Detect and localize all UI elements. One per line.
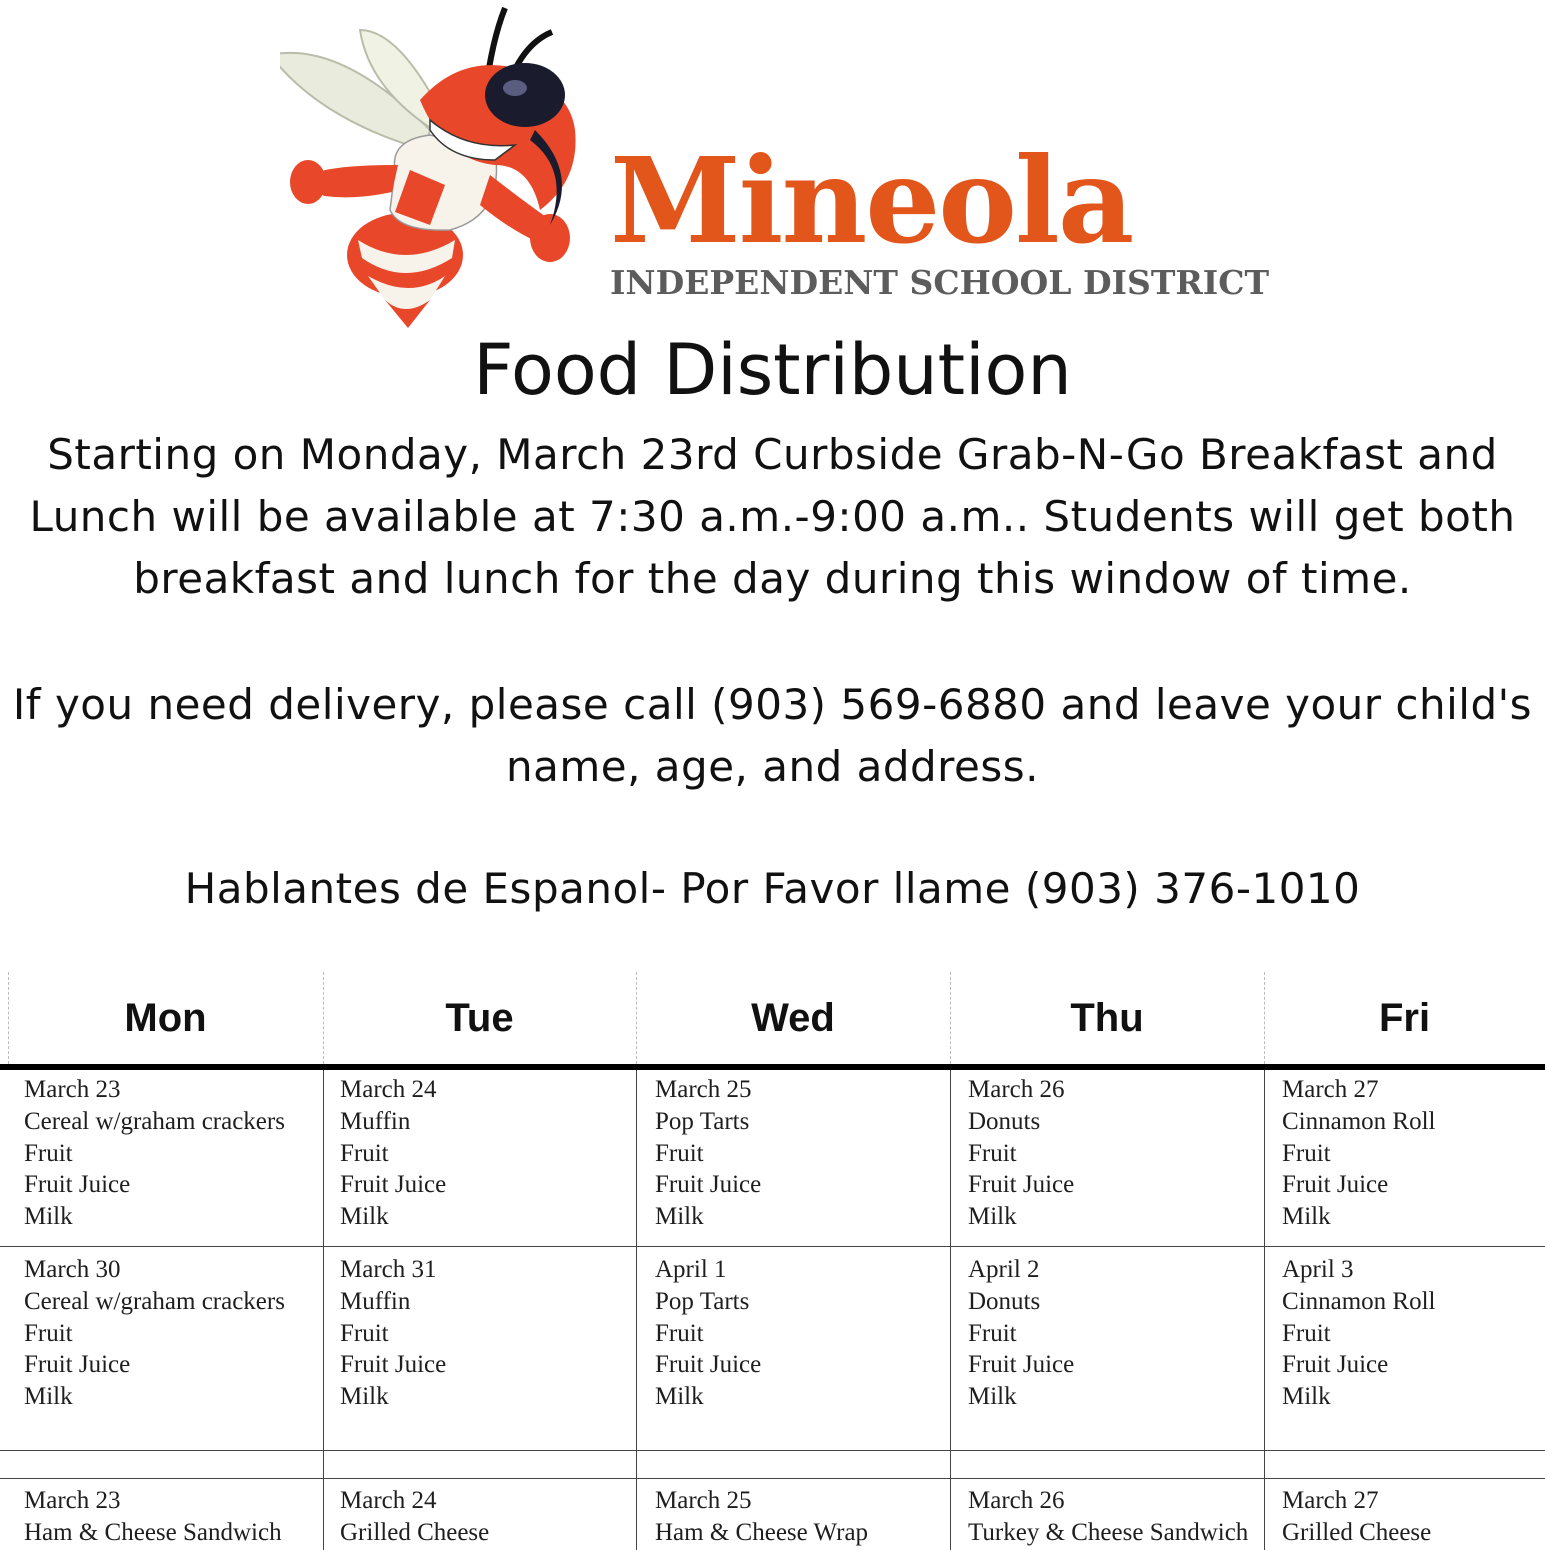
menu-item: March 24 xyxy=(340,1076,437,1103)
column-divider xyxy=(636,1070,637,1550)
menu-item: March 26 xyxy=(968,1487,1065,1514)
menu-item: March 25 xyxy=(655,1487,752,1514)
delivery-paragraph xyxy=(0,674,1545,798)
menu-item: Fruit Juice xyxy=(24,1171,131,1199)
menu-item: Fruit Juice xyxy=(968,1351,1075,1379)
paragraph-line: Hablantes de Espanol- Por Favor llame (903) 376-1010 xyxy=(184,864,1361,913)
breakfast-week1-cell-wed xyxy=(655,1074,761,1233)
menu-item: Fruit xyxy=(968,1319,1017,1347)
menu-item: Fruit xyxy=(340,1319,389,1347)
menu-item: Fruit xyxy=(1282,1139,1331,1167)
menu-item: March 30 xyxy=(24,1256,121,1283)
paragraph-line: name, age, and address. xyxy=(506,742,1039,791)
breakfast-week2-cell-wed xyxy=(655,1254,761,1413)
header-column-divider xyxy=(323,972,324,1064)
menu-item: Fruit xyxy=(24,1139,73,1167)
menu-item: Milk xyxy=(340,1383,389,1411)
menu-item: Fruit Juice xyxy=(340,1351,447,1379)
menu-item: Milk xyxy=(1282,1383,1331,1411)
row-divider xyxy=(0,1478,1545,1479)
menu-item: Ham & Cheese Wrap xyxy=(655,1518,869,1546)
row-divider xyxy=(0,1246,1545,1247)
menu-item: Donuts xyxy=(968,1107,1041,1135)
menu-item: Fruit xyxy=(655,1319,704,1347)
menu-item: Fruit xyxy=(24,1319,73,1347)
lunch-week1-cell-tue xyxy=(340,1485,489,1549)
header-column-divider xyxy=(1264,972,1265,1064)
column-divider xyxy=(1264,1070,1265,1550)
column-divider xyxy=(323,1070,324,1550)
header-column-divider xyxy=(8,972,9,1064)
pickup-paragraph xyxy=(0,424,1545,610)
menu-item: Fruit Juice xyxy=(340,1171,447,1199)
menu-item: Fruit xyxy=(655,1139,704,1167)
breakfast-week2-cell-fri xyxy=(1282,1254,1435,1413)
hornet-mascot-icon xyxy=(280,0,620,330)
menu-item: Milk xyxy=(1282,1203,1331,1231)
menu-item: Fruit Juice xyxy=(655,1351,762,1379)
paragraph-line: If you need delivery, please call (903) 569-6880 and leave your child's xyxy=(12,680,1533,729)
menu-item: Fruit Juice xyxy=(968,1171,1075,1199)
breakfast-week1-cell-fri xyxy=(1282,1074,1435,1233)
menu-item: March 27 xyxy=(1282,1076,1379,1103)
menu-item: Cereal w/graham crackers xyxy=(24,1287,285,1315)
menu-item: Cereal w/graham crackers xyxy=(24,1107,285,1135)
menu-item: Cinnamon Roll xyxy=(1282,1107,1436,1135)
row-divider xyxy=(0,1450,1545,1451)
district-logo xyxy=(280,0,1280,330)
menu-header-row xyxy=(0,972,1545,1064)
lunch-week1-cell-wed xyxy=(655,1485,868,1549)
menu-item: Milk xyxy=(655,1383,704,1411)
menu-item: Cinnamon Roll xyxy=(1282,1287,1436,1315)
paragraph-line: breakfast and lunch for the day during this window of time. xyxy=(133,554,1412,603)
district-subtitle: INDEPENDENT SCHOOL DISTRICT xyxy=(610,263,1270,302)
day-header-tue: Tue xyxy=(445,995,514,1040)
district-name: Mineola xyxy=(610,131,1133,270)
lunch-week1-cell-fri xyxy=(1282,1485,1431,1549)
menu-item: Pop Tarts xyxy=(655,1287,750,1315)
breakfast-week2-cell-thu xyxy=(968,1254,1074,1413)
menu-item: Muffin xyxy=(340,1287,411,1315)
menu-item: April 1 xyxy=(655,1256,727,1283)
menu-item: March 26 xyxy=(968,1076,1065,1103)
menu-item: Muffin xyxy=(340,1107,411,1135)
column-divider xyxy=(950,1070,951,1550)
breakfast-week1-cell-tue xyxy=(340,1074,446,1233)
menu-item: Fruit Juice xyxy=(1282,1171,1389,1199)
paragraph-line: Starting on Monday, March 23rd Curbside Grab-N-Go Breakfast and xyxy=(47,430,1498,479)
menu-item: March 27 xyxy=(1282,1487,1379,1514)
menu-item: Turkey & Cheese Sandwich xyxy=(968,1518,1249,1546)
header-column-divider xyxy=(636,972,637,1064)
menu-item: Fruit xyxy=(1282,1319,1331,1347)
day-header-mon: Mon xyxy=(124,995,207,1040)
menu-item: March 23 xyxy=(24,1076,121,1103)
breakfast-week2-cell-mon xyxy=(24,1254,285,1413)
menu-item: Fruit Juice xyxy=(1282,1351,1389,1379)
breakfast-week1-cell-mon xyxy=(24,1074,285,1233)
page-title: Food Distribution xyxy=(473,329,1072,411)
menu-item: Fruit Juice xyxy=(24,1351,131,1379)
menu-item: Fruit xyxy=(968,1139,1017,1167)
paragraph-line: Lunch will be available at 7:30 a.m.-9:00 a.m.. Students will get both xyxy=(29,492,1516,541)
menu-item: Donuts xyxy=(968,1287,1041,1315)
day-header-thu: Thu xyxy=(1070,995,1144,1040)
menu-item: March 24 xyxy=(340,1487,437,1514)
menu-item: Milk xyxy=(968,1383,1017,1411)
menu-item: Ham & Cheese Sandwich xyxy=(24,1518,282,1546)
menu-item: Fruit Juice xyxy=(655,1171,762,1199)
menu-item: Milk xyxy=(24,1383,73,1411)
menu-item: Milk xyxy=(968,1203,1017,1231)
menu-item: Grilled Cheese xyxy=(340,1518,490,1546)
menu-item: April 3 xyxy=(1282,1256,1354,1283)
day-header-wed: Wed xyxy=(751,995,835,1040)
menu-item: Milk xyxy=(655,1203,704,1231)
lunch-week1-cell-mon xyxy=(24,1485,282,1549)
menu-item: March 23 xyxy=(24,1487,121,1514)
menu-item: Milk xyxy=(24,1203,73,1231)
menu-item: March 25 xyxy=(655,1076,752,1103)
menu-item: March 31 xyxy=(340,1256,437,1283)
menu-item: Pop Tarts xyxy=(655,1107,750,1135)
menu-item: April 2 xyxy=(968,1256,1040,1283)
day-header-fri: Fri xyxy=(1378,995,1431,1040)
spanish-paragraph xyxy=(0,858,1545,920)
lunch-week1-cell-thu xyxy=(968,1485,1248,1549)
header-divider xyxy=(0,1064,1545,1070)
menu-item: Fruit xyxy=(340,1139,389,1167)
breakfast-week2-cell-tue xyxy=(340,1254,446,1413)
header-column-divider xyxy=(950,972,951,1064)
breakfast-week1-cell-thu xyxy=(968,1074,1074,1233)
menu-item: Milk xyxy=(340,1203,389,1231)
menu-item: Grilled Cheese xyxy=(1282,1518,1432,1546)
